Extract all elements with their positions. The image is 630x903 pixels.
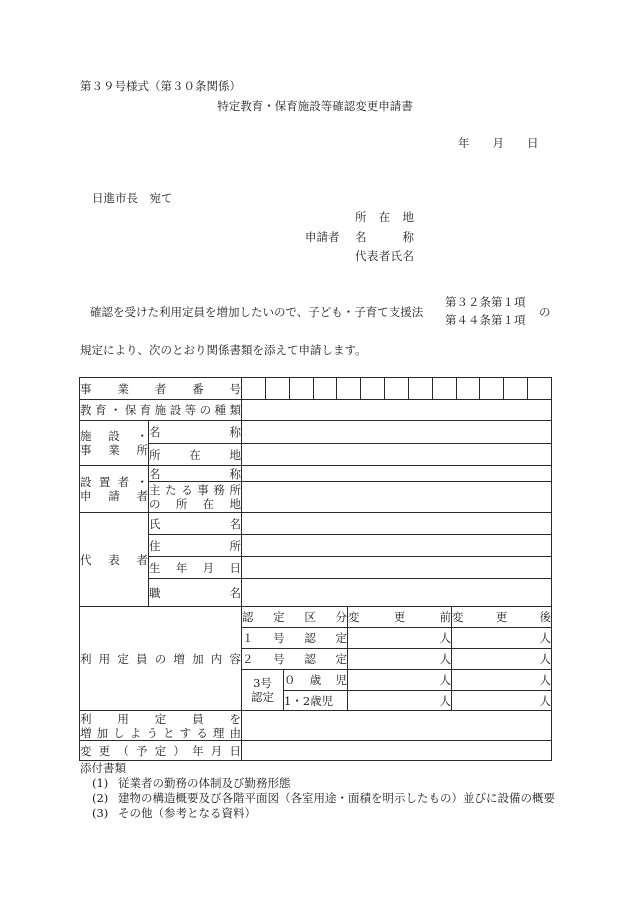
founder-group-label-line2: 申請者	[80, 489, 148, 503]
representative-birthdate-field	[242, 557, 552, 579]
facility-address-label: 所在地	[149, 447, 241, 462]
business-number-digit-box	[408, 378, 432, 399]
article-option-44: 第４４条第１項	[445, 313, 526, 327]
statement-text: 確認を受けた利用定員を増加したいので、子ども・子育て支援法	[90, 305, 424, 319]
after-header-cell	[452, 607, 552, 628]
date-line: 年 月 日	[458, 136, 539, 150]
business-number-digit-box	[289, 378, 313, 399]
reason-row	[80, 711, 552, 741]
facility-name-label-cell	[149, 421, 242, 444]
page-title: 特定教育・保育施設等確認変更申請書	[217, 99, 413, 113]
age0-label: ０歳児	[284, 673, 347, 687]
business-number-digit-box	[242, 378, 265, 399]
representative-position-row	[80, 579, 552, 607]
type1-before-field: 人	[348, 628, 452, 649]
applicant-address-label: 所在地	[355, 210, 414, 224]
after-header: 変更後	[452, 610, 551, 624]
statement-particle: の	[539, 305, 551, 319]
representative-birthdate-row	[80, 557, 552, 579]
facility-type-label: 教育・保育施設等の種類	[80, 403, 241, 417]
change-date-label-cell	[80, 741, 242, 761]
business-number-field	[242, 378, 552, 400]
founder-name-label-cell	[149, 466, 242, 482]
category-header: 認定区分	[242, 610, 347, 624]
business-number-label: 事業者番号	[80, 381, 241, 396]
business-number-digit-box	[384, 378, 408, 399]
founder-office-row	[80, 482, 552, 513]
age0-before-field: 人	[348, 670, 452, 691]
representative-name-label-cell	[149, 513, 242, 535]
article-option-32: 第３２条第１項	[445, 295, 526, 309]
founder-name-label: 名称	[149, 466, 241, 481]
business-number-digit-box	[360, 378, 384, 399]
age12-label-cell	[284, 691, 348, 711]
type3-label-line1: 3号	[253, 676, 272, 690]
facility-name-field	[242, 421, 552, 444]
facility-type-row	[80, 400, 552, 421]
age12-after-field: 人	[452, 691, 552, 711]
facility-address-row	[80, 444, 552, 466]
representative-address-row	[80, 535, 552, 557]
type2-after-field: 人	[452, 649, 552, 670]
applicant-group-label: 申請者	[305, 230, 340, 244]
change-date-label: 変更（予定）年月日	[80, 743, 241, 758]
type2-before-field: 人	[348, 649, 452, 670]
attachment-number: (1)	[92, 776, 109, 790]
capacity-group-label: 利用定員の増加内容	[80, 651, 241, 666]
facility-group-label-line2: 事業所	[80, 443, 148, 457]
application-table	[79, 377, 552, 761]
founder-name-row	[80, 466, 552, 482]
facility-name-label: 名称	[149, 425, 241, 439]
age0-label-cell	[284, 670, 348, 691]
reason-label-line1: 利用定員を	[80, 711, 241, 726]
founder-office-field	[242, 482, 552, 513]
change-date-field	[242, 741, 552, 761]
statement-continuation: 規定により、次のとおり関係書類を添えて申請します。	[80, 343, 367, 357]
representative-position-field	[242, 579, 552, 607]
attachment-number: (2)	[92, 791, 109, 805]
facility-type-label-cell	[80, 400, 242, 421]
business-number-digit-box	[265, 378, 289, 399]
type3-label-line2: 認定	[251, 690, 274, 704]
facility-name-row	[80, 421, 552, 444]
application-table-wrapper	[79, 377, 551, 761]
business-number-digit-box	[456, 378, 480, 399]
type1-label: １号認定	[242, 631, 347, 645]
founder-office-label-cell	[149, 482, 242, 513]
representative-position-label-cell	[149, 579, 242, 607]
age0-after-field: 人	[452, 670, 552, 691]
representative-address-label-cell	[149, 535, 242, 557]
business-number-digit-box	[313, 378, 337, 399]
change-date-row	[80, 741, 552, 761]
business-number-digit-boxes	[242, 378, 551, 399]
reason-label-line2: 増加しようとする理由	[80, 725, 241, 740]
applicant-name-label: 名称	[355, 230, 414, 244]
category-header-cell	[242, 607, 348, 628]
type2-label: ２号認定	[242, 652, 347, 666]
type3-label-cell	[242, 670, 284, 711]
attachment-item	[92, 806, 256, 820]
form-number: 第３９号様式（第３０条関係）	[80, 79, 241, 93]
reason-label-cell	[80, 711, 242, 741]
representative-group-label-cell	[80, 513, 149, 607]
founder-office-label-line1: 主たる事務所	[149, 483, 241, 497]
founder-group-label-line1: 設置者・	[80, 475, 148, 489]
facility-address-label-cell	[149, 444, 242, 466]
attachment-text: 従業者の勤務の体制及び勤務形態	[118, 776, 291, 790]
founder-name-field	[242, 466, 552, 482]
business-number-digit-box	[503, 378, 527, 399]
type2-label-cell	[242, 649, 348, 670]
attachment-text: その他（参考となる資料）	[118, 806, 256, 820]
business-number-digit-box	[479, 378, 503, 399]
facility-group-label-line1: 施設・	[80, 429, 148, 443]
attachment-item	[92, 776, 291, 790]
applicant-representative-label: 代表者氏名	[355, 249, 414, 263]
attachment-text: 建物の構造概要及び各階平面図（各室用途・面積を明示したもの）並びに設備の概要	[118, 791, 555, 805]
representative-group-label: 代表者	[80, 552, 148, 567]
addressee: 日進市長 宛て	[92, 191, 173, 205]
business-number-label-cell	[80, 378, 242, 400]
type1-after-field: 人	[452, 628, 552, 649]
representative-name-field	[242, 513, 552, 535]
capacity-header-row	[80, 607, 552, 628]
business-number-digit-box	[336, 378, 360, 399]
representative-name-row	[80, 513, 552, 535]
representative-address-label: 住所	[149, 538, 241, 553]
founder-office-label-line2: の所在地	[149, 497, 241, 511]
attachment-number: (3)	[92, 806, 109, 820]
reason-field	[242, 711, 552, 741]
capacity-group-label-cell	[80, 607, 242, 711]
before-header: 変更前	[348, 610, 451, 624]
business-number-row	[80, 378, 552, 400]
facility-type-field	[242, 400, 552, 421]
representative-name-label: 氏名	[149, 516, 241, 531]
before-header-cell	[348, 607, 452, 628]
representative-address-field	[242, 535, 552, 557]
business-number-digit-box	[527, 378, 551, 399]
facility-address-field	[242, 444, 552, 466]
age12-before-field: 人	[348, 691, 452, 711]
representative-birthdate-label-cell	[149, 557, 242, 579]
representative-birthdate-label: 生年月日	[149, 560, 241, 575]
attachments-heading: 添付書類	[80, 761, 126, 775]
type1-label-cell	[242, 628, 348, 649]
age12-label: 1・2歳児	[284, 693, 334, 708]
attachment-item	[92, 791, 555, 805]
business-number-digit-box	[432, 378, 456, 399]
representative-position-label: 職名	[149, 585, 241, 600]
facility-group-label-cell	[80, 421, 149, 466]
founder-group-label-cell	[80, 466, 149, 513]
